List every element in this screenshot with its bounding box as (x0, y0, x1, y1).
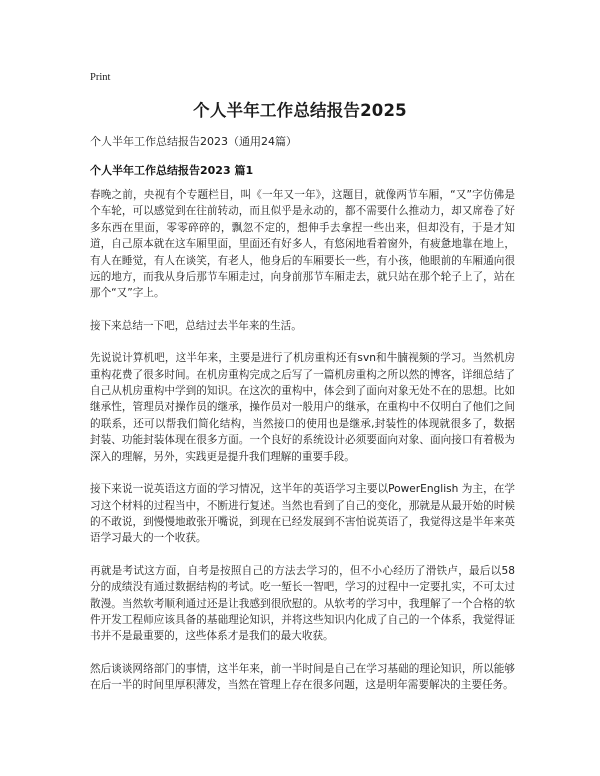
section-heading: 个人半年工作总结报告2023 篇1 (90, 164, 254, 177)
document-subtitle: 个人半年工作总结报告2023（通用24篇） (90, 135, 297, 148)
paragraph-summary-lead: 接下来总结一下吧，总结过去半年来的生活。 (90, 319, 302, 332)
paragraph-exams: 再就是考试这方面，自考是按照自己的方法去学习的，但不小心经历了滑铁卢，最后以58分的成绩没有通过数据结构的考试。吃一堑长一智吧，学习的过程中一定要扎实，不可太过散漫。当然软考顺利通过还是让我感到很欣慰的。从软考的学习中，我理解了一个合格的软件开发工程师应该具备的基础理论知识，并将这些知识内化成了自己的一个体系，我觉得证书并不是最重要的，这些体系才是我们的最大收获。 (90, 564, 515, 643)
paragraph-computer: 先说说计算机吧，这半年来，主要是进行了机房重构还有svn和牛腩视频的学习。当然机房重构花费了很多时间。在机房重构完成之后写了一篇机房重构之所以然的博客，详细总结了自己从机房重构中学到的知识。在这次的重构中，体会到了面向对象无处不在的思想。比如继承性，管理员对操作员的继承，操作员对一般用户的继承，在重构中不仅明白了他们之间的联系，还可以帮我们简化结构，当然接口的使用也是继承,封装性的体现就很多了，数据封装、功能封装体现在很多方面。一个良好的系统设计必须要面向对象、面向接口有着极为深入的理解，另外，实践更是提升我们理解的重要手段。 (90, 352, 515, 463)
article-body (90, 187, 515, 710)
print-label[interactable]: Print (90, 72, 111, 83)
paragraph-network-dept: 然后谈谈网络部门的事情，这半年来，前一半时间是自己在学习基础的理论知识，所以能够在后一半的时间里厚积薄发，当然在管理上存在很多问题，这是明年需要解决的主要任务。 (90, 662, 515, 692)
paragraph-english: 接下来说一说英语这方面的学习情况，这半年的英语学习主要以PowerEnglish 为主，在学习这个材料的过程当中，不断进行复述。当然也看到了自己的变化，那就是从最开始的时候的不敢说，到慢慢地敢张开嘴说，到现在已经发展到不害怕说英语了，我觉得这是半年来英语学习最大的一个收获。 (90, 483, 515, 545)
paragraph-intro: 春晚之前，央视有个专题栏目，叫《一年又一年》，这题目，就像两节车厢，“又”字仿佛是个车轮，可以感觉到在往前转动，而且似乎是永动的，都不需要什么推动力，却又席卷了好多东西在里面，零零碎碎的，飘忽不定的，想伸手去拿捏一些出来，但却没有，于是才知道，自己原本就在这车厢里面，里面还有好多人，有悠闲地看着窗外，有疲惫地靠在地上，有人在睡觉，有人在谈笑，有老人，他身后的车厢要长一些，有小孩，他眼前的车厢通向很远的地方，而我从身后那节车厢走过，向身前那节车厢走去，就只站在那个轮子上了，站在那个“又”字上。 (90, 189, 515, 300)
page-title: 个人半年工作总结报告2025 (193, 101, 407, 120)
